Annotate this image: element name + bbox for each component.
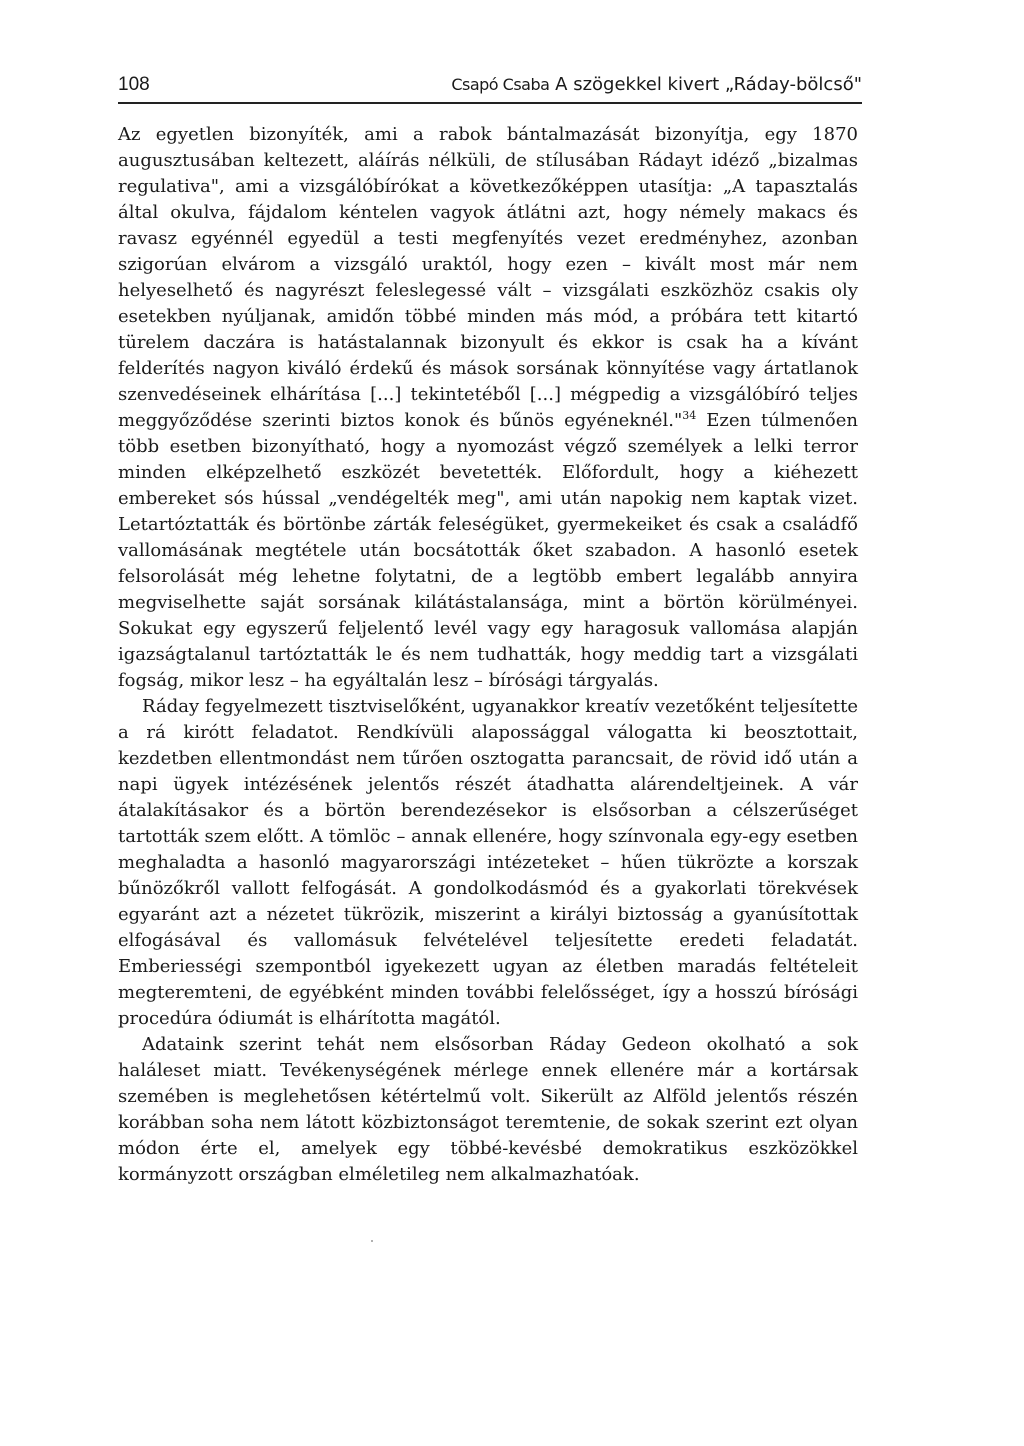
paragraph-3 <box>118 1032 858 1188</box>
page-header <box>118 70 862 104</box>
running-head-author: Csapó Csaba <box>451 75 550 94</box>
paragraph-1 <box>118 122 858 694</box>
running-head <box>451 74 862 95</box>
body-text <box>118 122 858 1188</box>
paragraph-2 <box>118 694 858 1032</box>
running-head-title: A szögekkel kivert „Ráday-bölcső" <box>555 74 862 95</box>
page-number: 108 <box>118 74 150 95</box>
paragraph-2-text: Ráday fegyelmezett tisztviselőként, ugyanakkor kreatív vezetőként teljesítette a rá kirótt feladatot. Rendkívüli alapossággal válogatta ki beosztottait, kezdetben ellentmondást nem tűrően osztogatta parancsait, de rövid idő után a napi ügyek intézésének jelentős részét átadhatta alárendeltjeinek. A vár átalakításakor és a börtön berendezésekor is elsősorban a célszerűséget tartották szem előtt. A tömlöc – annak ellenére, hogy színvonala egy-egy esetben meghaladta a hasonló magyarországi intézeteket – hűen tükrözte a korszak bűnözőkről vallott felfogását. A gondolkodásmód és a gyakorlati törekvések egyaránt azt a nézetet tükrözik, miszerint a királyi biztosság a gyanúsítottak elfogásával és vallomásuk felvételével teljesítette eredeti feladatát. Emberiességi szempontból igyekezett ugyan az életben maradás feltételeit megteremteni, de egyébként minden további felelősséget, így a hosszú bírósági procedúra ódiumát is elhárította magától. <box>118 696 858 1029</box>
paragraph-3-text: Adataink szerint tehát nem elsősorban Ráday Gedeon okolható a sok haláleset miatt. Tevékenységének mérlege ennek ellenére már a kortársak szemében is meglehetősen kétértelmű volt. Sikerült az Alföld jelentős részén korábban soha nem látott közbiztonságot teremtenie, de sokak szerint ezt olyan módon érte el, amelyek egy többé-kevésbé demokratikus eszközökkel kormányzott országban elméletileg nem alkalmazhatóak. <box>118 1034 858 1185</box>
footnote-marker[interactable]: 34 <box>682 409 697 422</box>
paragraph-1-text: Az egyetlen bizonyíték, ami a rabok bántalmazását bizonyítja, egy 1870 augusztusában keltezett, aláírás nélküli, de stílusában Rádayt idéző „bizalmas regulativa", ami a vizsgálóbírókat a következőképpen utasítja: „A tapasztalás által okulva, fájdalom kéntelen vagyok átlátni azt, hogy némely makacs és ravasz egyénnél egyedül a testi megfenyítés vezet eredményhez, azonban szigorúan elvárom a vizsgáló uraktól, hogy ezen – kivált most már nem helyeselhető és nagyrészt feleslegessé vált – vizsgálati eszközhöz csakis oly esetekben nyúljanak, amidőn többé minden más mód, a próbára tett kitartó türelem daczára is hatástalannak bizonyult és ekkor is csak ha a kívánt felderítés nagyon kiváló érdekű és mások sorsának könnyítése vagy ártatlanok szenvedéseinek elhárítása [...] tekintetéből [...] mégpedig a vizsgálóbíró teljes meggyőződése szerinti biztos konok és bűnös egyéneknél." <box>118 124 858 431</box>
paragraph-1-continuation: Ezen túlmenően több esetben bizonyítható, hogy a nyomozást végző személyek a lelki terror minden elképzelhető eszközét bevetették. Előfordult, hogy a kiéhezett embereket sós hússal „vendégelték meg", ami után napokig nem kaptak vizet. Letartóztatták és börtönbe zárták feleségüket, gyermekeiket és csak a családfő vallomásának megtétele után bocsátották őket szabadon. A hasonló esetek felsorolását még lehetne folytatni, de a legtöbb embert legalább annyira megviselhette saját sorsának kilátástalansága, mint a börtön körülményei. Sokukat egy egyszerű feljelentő levél vagy egy haragosuk vallomása alapján igazságtalanul tartóztatták le és nem tudhatták, hogy meddig tart a vizsgálati fogság, mikor lesz – ha egyáltalán lesz – bírósági tárgyalás. <box>118 410 859 691</box>
page-speck <box>371 1240 373 1242</box>
